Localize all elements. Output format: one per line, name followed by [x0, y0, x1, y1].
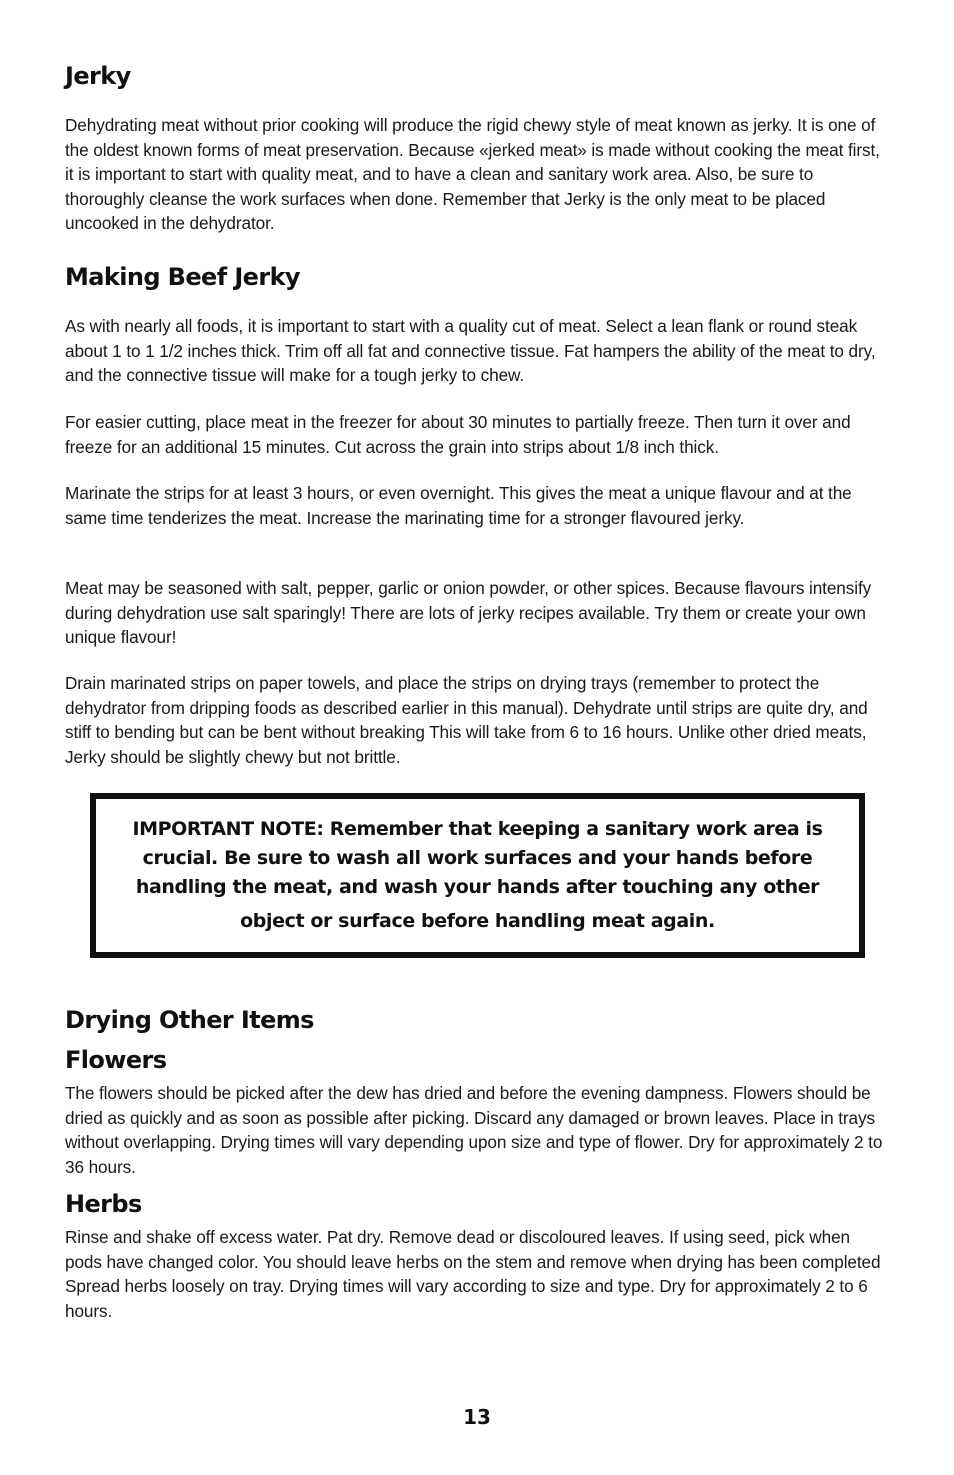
important-note-last-line: object or surface before handling meat again. [240, 910, 715, 932]
paragraph-flowers: The flowers should be picked after the dew has dried and before the evening dampness. Flowers should be dried as quickly and as soon as possible after picking. Discard any damaged or brown leaves. Place in trays without overlapping. Drying times will vary depending upon size and type of flower. Dry for approximately 2 to 36 hours. [65, 1083, 883, 1177]
page-number: 13 [463, 1405, 491, 1429]
heading-herbs: Herbs [65, 1190, 142, 1218]
heading-jerky: Jerky [65, 62, 131, 90]
paragraph-herbs: Rinse and shake off excess water. Pat dry. Remove dead or discoloured leaves. If using seed, pick when pods have changed color. You should leave herbs on the stem and remove when drying has been completed Spread herbs loosely on tray. Drying times will vary according to size and type. Dry for approximately 2 to 6 hours. [65, 1227, 881, 1321]
paragraph-beef-marinate: Marinate the strips for at least 3 hours, or even overnight. This gives the meat a unique flavour and at the same time tenderizes the meat. Increase the marinating time for a stronger flavoured jerky. [65, 483, 852, 528]
important-note-text [108, 815, 848, 936]
paragraph-beef-freezing: For easier cutting, place meat in the freezer for about 30 minutes to partially freeze. Then turn it over and freeze for an additional 15 minutes. Cut across the grain into strips about 1/8 inch thick. [65, 412, 851, 457]
heading-drying-other-items: Drying Other Items [65, 1006, 314, 1034]
important-note-main: IMPORTANT NOTE: Remember that keeping a sanitary work area is crucial. Be sure to wash all work surfaces and your hands before handling the meat, and wash your hands after touching any other [132, 818, 823, 898]
important-note-box [90, 793, 865, 958]
heading-making-beef-jerky: Making Beef Jerky [65, 263, 300, 291]
paragraph-beef-dehydrate: Drain marinated strips on paper towels, and place the strips on drying trays (remember to protect the dehydrator from dripping foods as described earlier in this manual). Dehydrate until strips are quite dry, and stiff to bending but can be bent without breaking This will take from 6 to 16 hours. Unlike other dried meats, Jerky should be slightly chewy but not brittle. [65, 673, 868, 767]
paragraph-beef-seasoning: Meat may be seasoned with salt, pepper, garlic or onion powder, or other spices. Because flavours intensify during dehydration use salt sparingly! There are lots of jerky recipes available. Try them or create your own unique flavour! [65, 578, 872, 648]
paragraph-jerky-intro: Dehydrating meat without prior cooking will produce the rigid chewy style of meat known as jerky. It is one of the oldest known forms of meat preservation. Because «jerked meat» is made without cooking the meat first, it is important to start with quality meat, and to have a clean and sanitary work area. Also, be sure to thoroughly cleanse the work surfaces when done. Remember that Jerky is the only meat to be placed uncooked in the dehydrator. [65, 115, 880, 234]
heading-flowers: Flowers [65, 1046, 167, 1074]
paragraph-beef-cut: As with nearly all foods, it is important to start with a quality cut of meat. Select a lean flank or round steak about 1 to 1 1/2 inches thick. Trim off all fat and connective tissue. Fat hampers the ability of the meat to dry, and the connective tissue will make for a tough jerky to chew. [65, 316, 876, 386]
